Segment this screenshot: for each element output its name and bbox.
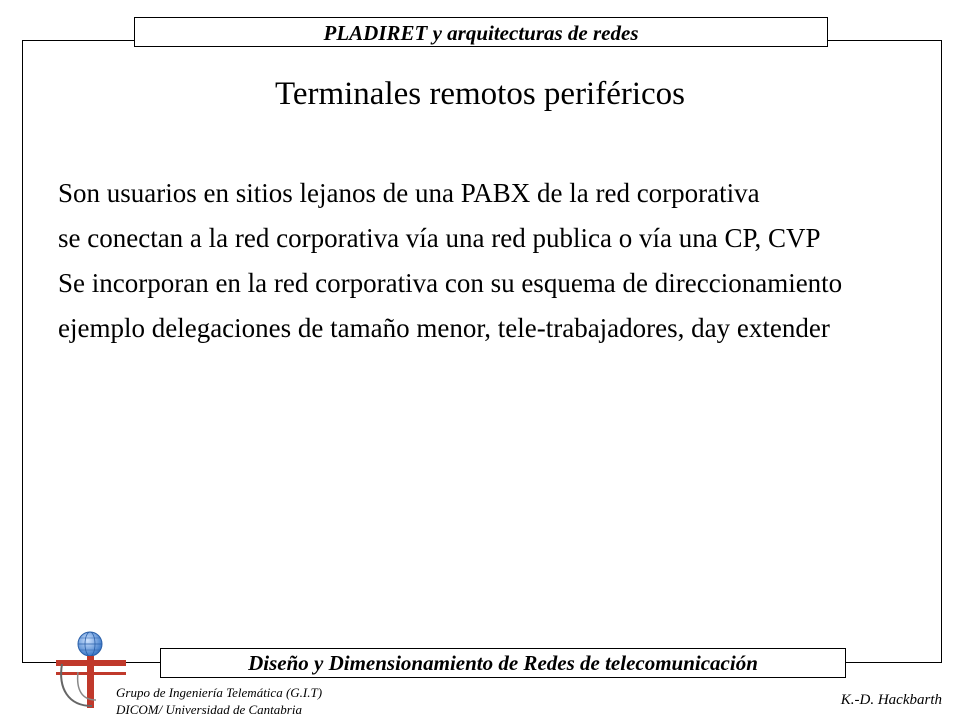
paragraph-2: se conectan a la red corporativa vía una red publica o vía una CP, CVP xyxy=(58,223,821,253)
paragraph-4: ejemplo delegaciones de tamaño menor, tele-trabajadores, day extender xyxy=(58,313,830,343)
paragraph-1: Son usuarios en sitios lejanos de una PABX de la red corporativa xyxy=(58,178,760,208)
slide-title: Terminales remotos periféricos xyxy=(274,76,686,112)
slide-body xyxy=(58,176,888,356)
group-affiliation xyxy=(116,684,322,718)
group-line-2: DICOM/ Universidad de Cantabria xyxy=(116,702,302,717)
group-line-1: Grupo de Ingeniería Telemática (G.I.T) xyxy=(116,685,323,700)
footer-title: Diseño y Dimensionamiento de Redes de telecomunicación xyxy=(160,648,846,678)
paragraph-3: Se incorporan en la red corporativa con su esquema de direccionamiento xyxy=(58,268,843,298)
header-title: PLADIRET y arquitecturas de redes xyxy=(134,17,828,47)
author-name: K.-D. Hackbarth xyxy=(840,692,942,708)
